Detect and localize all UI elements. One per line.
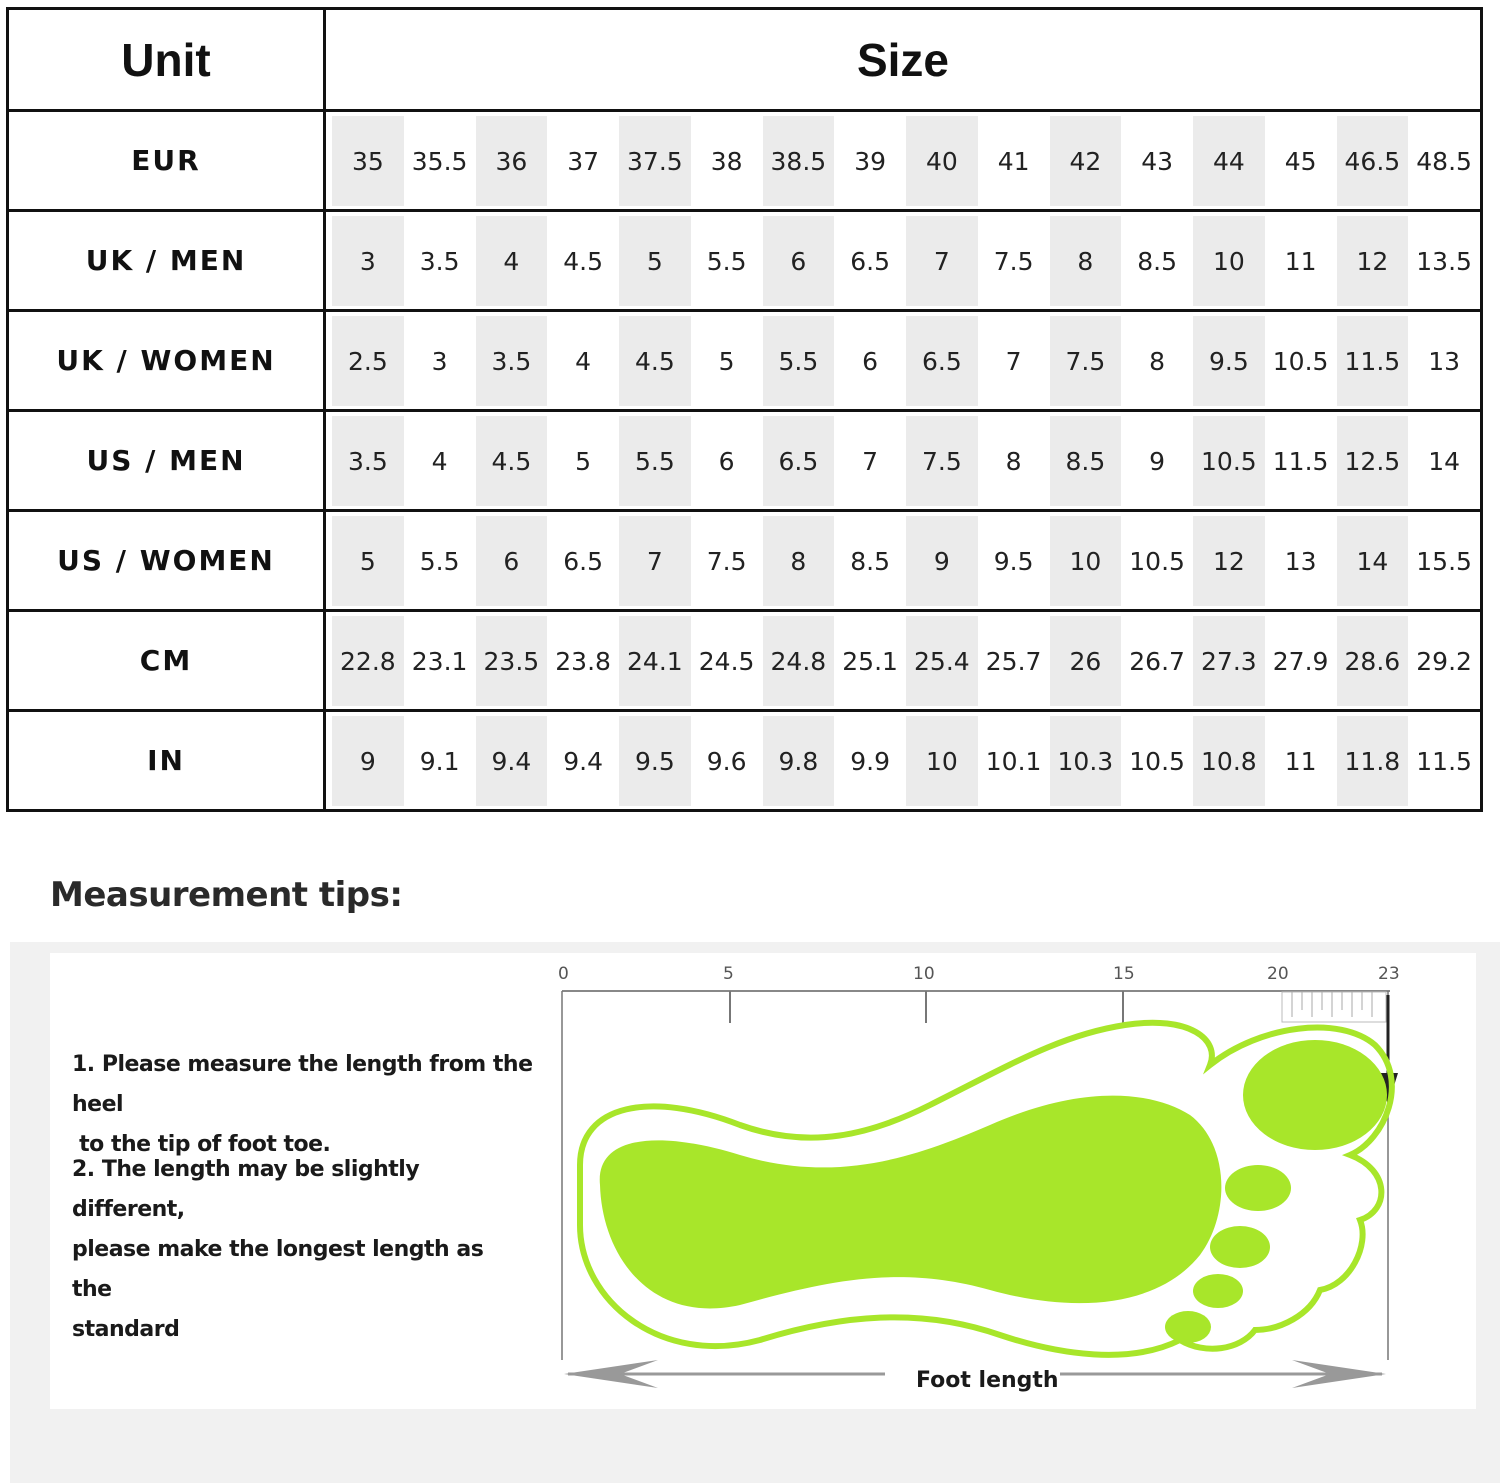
size-value-cell: 6.5 (906, 316, 978, 406)
size-value-cell: 6 (476, 516, 548, 606)
size-value-cell: 9 (906, 516, 978, 606)
tip-2-line-1: 2. The length may be slightly different, (72, 1157, 420, 1222)
size-value-cell: 27.9 (1272, 646, 1329, 676)
foot-length-label: Foot length (916, 1368, 1059, 1393)
size-value-cell: 9 (1149, 446, 1166, 476)
table-row (8, 611, 1482, 711)
size-value-cell: 8.5 (1137, 246, 1177, 276)
size-value-cell: 7 (862, 446, 879, 476)
size-value-cell: 24.5 (698, 646, 755, 676)
size-value-cell: 3.5 (419, 246, 460, 276)
table-row (8, 211, 1482, 311)
size-value-cell: 13 (1284, 546, 1317, 576)
size-value-cell: 11.5 (1337, 316, 1409, 406)
size-value-cell: 3 (431, 346, 448, 376)
size-value-cell: 8.5 (1050, 416, 1122, 506)
size-value-cell: 5.5 (706, 246, 747, 276)
size-value-cell: 5 (619, 216, 691, 306)
size-value-cell: 7.5 (1050, 316, 1122, 406)
size-value-cell: 9.8 (763, 716, 835, 806)
size-value-cell: 26 (1050, 616, 1122, 706)
size-value-cell: 6 (718, 446, 735, 476)
size-value-cell: 35 (332, 116, 404, 206)
size-value-cell: 7.5 (906, 416, 978, 506)
size-value-cell: 6.5 (563, 546, 603, 576)
size-value-cell: 9.5 (1193, 316, 1265, 406)
size-value-cell: 10.5 (1272, 346, 1329, 376)
foot-icon (580, 1023, 1392, 1355)
size-value-cell: 11 (1284, 746, 1317, 776)
ruler-label-10: 10 (913, 964, 935, 984)
tip-2-line-2: please make the longest length as the (72, 1237, 484, 1302)
size-chart-table (6, 7, 1483, 812)
size-values (325, 511, 1482, 611)
size-value-cell: 3 (332, 216, 404, 306)
size-values (325, 311, 1482, 411)
size-value-cell: 2.5 (332, 316, 404, 406)
size-value-cell: 46.5 (1337, 116, 1409, 206)
size-value-cell: 44 (1193, 116, 1265, 206)
size-value-cell: 14 (1428, 446, 1461, 476)
table-row (8, 311, 1482, 411)
foot-measurement-diagram (540, 955, 1440, 1405)
unit-label: US / MEN (8, 411, 325, 511)
measurement-tips-title: Measurement tips: (50, 875, 403, 915)
size-value-cell: 7 (619, 516, 691, 606)
size-value-cell: 8 (763, 516, 835, 606)
size-value-cell: 10 (906, 716, 978, 806)
size-values (325, 211, 1482, 311)
foot-length-arrow (564, 1360, 1386, 1393)
size-value-cell: 10.3 (1050, 716, 1122, 806)
size-value-cell: 8 (1005, 446, 1022, 476)
size-value-cell: 5.5 (763, 316, 835, 406)
unit-label: EUR (8, 111, 325, 211)
size-value-cell: 12 (1337, 216, 1409, 306)
size-value-cell: 11.5 (1416, 746, 1472, 776)
size-value-cell: 10.5 (1129, 546, 1185, 576)
size-value-cell: 7.5 (706, 546, 747, 576)
ruler-label-23: 23 (1378, 964, 1400, 984)
size-value-cell: 5.5 (619, 416, 691, 506)
size-column-header: Size (325, 9, 1482, 111)
table-header-row (8, 9, 1482, 111)
size-value-cell: 9 (332, 716, 404, 806)
size-value-cell: 38.5 (763, 116, 835, 206)
size-value-cell: 5 (718, 346, 735, 376)
size-value-cell: 4 (431, 446, 448, 476)
size-value-cell: 48.5 (1416, 146, 1472, 176)
size-value-cell: 23.5 (476, 616, 548, 706)
size-value-cell: 6.5 (763, 416, 835, 506)
size-value-cell: 11.8 (1337, 716, 1409, 806)
size-value-cell: 11 (1284, 246, 1317, 276)
size-value-cell: 42 (1050, 116, 1122, 206)
size-value-cell: 6 (862, 346, 879, 376)
size-value-cell: 3.5 (476, 316, 548, 406)
size-value-cell: 41 (997, 146, 1030, 176)
table-row (8, 411, 1482, 511)
size-value-cell: 15.5 (1416, 546, 1472, 576)
size-value-cell: 5 (575, 446, 592, 476)
size-value-cell: 37.5 (619, 116, 691, 206)
size-value-cell: 27.3 (1193, 616, 1265, 706)
table-row (8, 711, 1482, 811)
size-value-cell: 10.8 (1193, 716, 1265, 806)
size-value-cell: 4 (575, 346, 592, 376)
size-value-cell: 38 (710, 146, 743, 176)
ruler-label-5: 5 (723, 964, 734, 984)
size-value-cell: 25.4 (906, 616, 978, 706)
size-value-cell: 24.1 (619, 616, 691, 706)
size-value-cell: 25.7 (985, 646, 1042, 676)
size-value-cell: 7 (906, 216, 978, 306)
size-values (325, 611, 1482, 711)
unit-label: UK / WOMEN (8, 311, 325, 411)
tip-1-line-2: to the tip of foot toe. (72, 1132, 331, 1157)
unit-label: CM (8, 611, 325, 711)
size-value-cell: 13 (1428, 346, 1461, 376)
size-value-cell: 10 (1050, 516, 1122, 606)
size-value-cell: 24.8 (763, 616, 835, 706)
size-value-cell: 35.5 (411, 146, 468, 176)
size-value-cell: 10 (1193, 216, 1265, 306)
size-value-cell: 9.1 (419, 746, 460, 776)
size-value-cell: 12 (1193, 516, 1265, 606)
size-value-cell: 4.5 (619, 316, 691, 406)
size-value-cell: 10.5 (1129, 746, 1185, 776)
size-value-cell: 10.5 (1193, 416, 1265, 506)
tip-longest-length (72, 1150, 512, 1350)
size-value-cell: 25.1 (842, 646, 898, 676)
size-value-cell: 6 (763, 216, 835, 306)
size-value-cell: 37 (567, 146, 600, 176)
size-value-cell: 28.6 (1337, 616, 1409, 706)
size-value-cell: 5.5 (419, 546, 460, 576)
tip-2-line-3: standard (72, 1317, 180, 1342)
ruler-label-20: 20 (1267, 964, 1289, 984)
size-value-cell: 45 (1284, 146, 1317, 176)
size-value-cell: 4 (476, 216, 548, 306)
size-value-cell: 12.5 (1337, 416, 1409, 506)
unit-label: US / WOMEN (8, 511, 325, 611)
size-value-cell: 5 (332, 516, 404, 606)
size-value-cell: 26.7 (1129, 646, 1185, 676)
size-value-cell: 23.8 (555, 646, 611, 676)
size-value-cell: 6.5 (850, 246, 890, 276)
size-value-cell: 22.8 (332, 616, 404, 706)
size-value-cell: 4.5 (476, 416, 548, 506)
ruler-label-0: 0 (558, 964, 569, 984)
size-value-cell: 8 (1149, 346, 1166, 376)
tip-heel-to-toe (72, 1045, 542, 1165)
size-value-cell: 7.5 (993, 246, 1034, 276)
size-value-cell: 3.5 (332, 416, 404, 506)
size-value-cell: 43 (1141, 146, 1174, 176)
size-value-cell: 9.4 (563, 746, 603, 776)
size-value-cell: 39 (854, 146, 887, 176)
size-values (325, 411, 1482, 511)
size-value-cell: 10.1 (985, 746, 1042, 776)
size-value-cell: 7 (1005, 346, 1022, 376)
size-value-cell: 36 (476, 116, 548, 206)
table-row (8, 111, 1482, 211)
size-value-cell: 8 (1050, 216, 1122, 306)
size-value-cell: 9.9 (850, 746, 890, 776)
size-value-cell: 9.5 (619, 716, 691, 806)
size-value-cell: 9.6 (706, 746, 747, 776)
size-values (325, 111, 1482, 211)
ruler-label-15: 15 (1113, 964, 1135, 984)
size-value-cell: 8.5 (850, 546, 890, 576)
size-value-cell: 13.5 (1416, 246, 1472, 276)
size-value-cell: 14 (1337, 516, 1409, 606)
unit-label: IN (8, 711, 325, 811)
size-value-cell: 23.1 (411, 646, 468, 676)
size-value-cell: 11.5 (1272, 446, 1329, 476)
size-value-cell: 4.5 (563, 246, 603, 276)
size-value-cell: 9.5 (993, 546, 1034, 576)
tip-1-line-1: 1. Please measure the length from the heel (72, 1052, 533, 1117)
size-value-cell: 9.4 (476, 716, 548, 806)
size-value-cell: 29.2 (1416, 646, 1472, 676)
size-value-cell: 40 (906, 116, 978, 206)
table-row (8, 511, 1482, 611)
unit-label: UK / MEN (8, 211, 325, 311)
size-values (325, 711, 1482, 811)
unit-column-header: Unit (8, 9, 325, 111)
